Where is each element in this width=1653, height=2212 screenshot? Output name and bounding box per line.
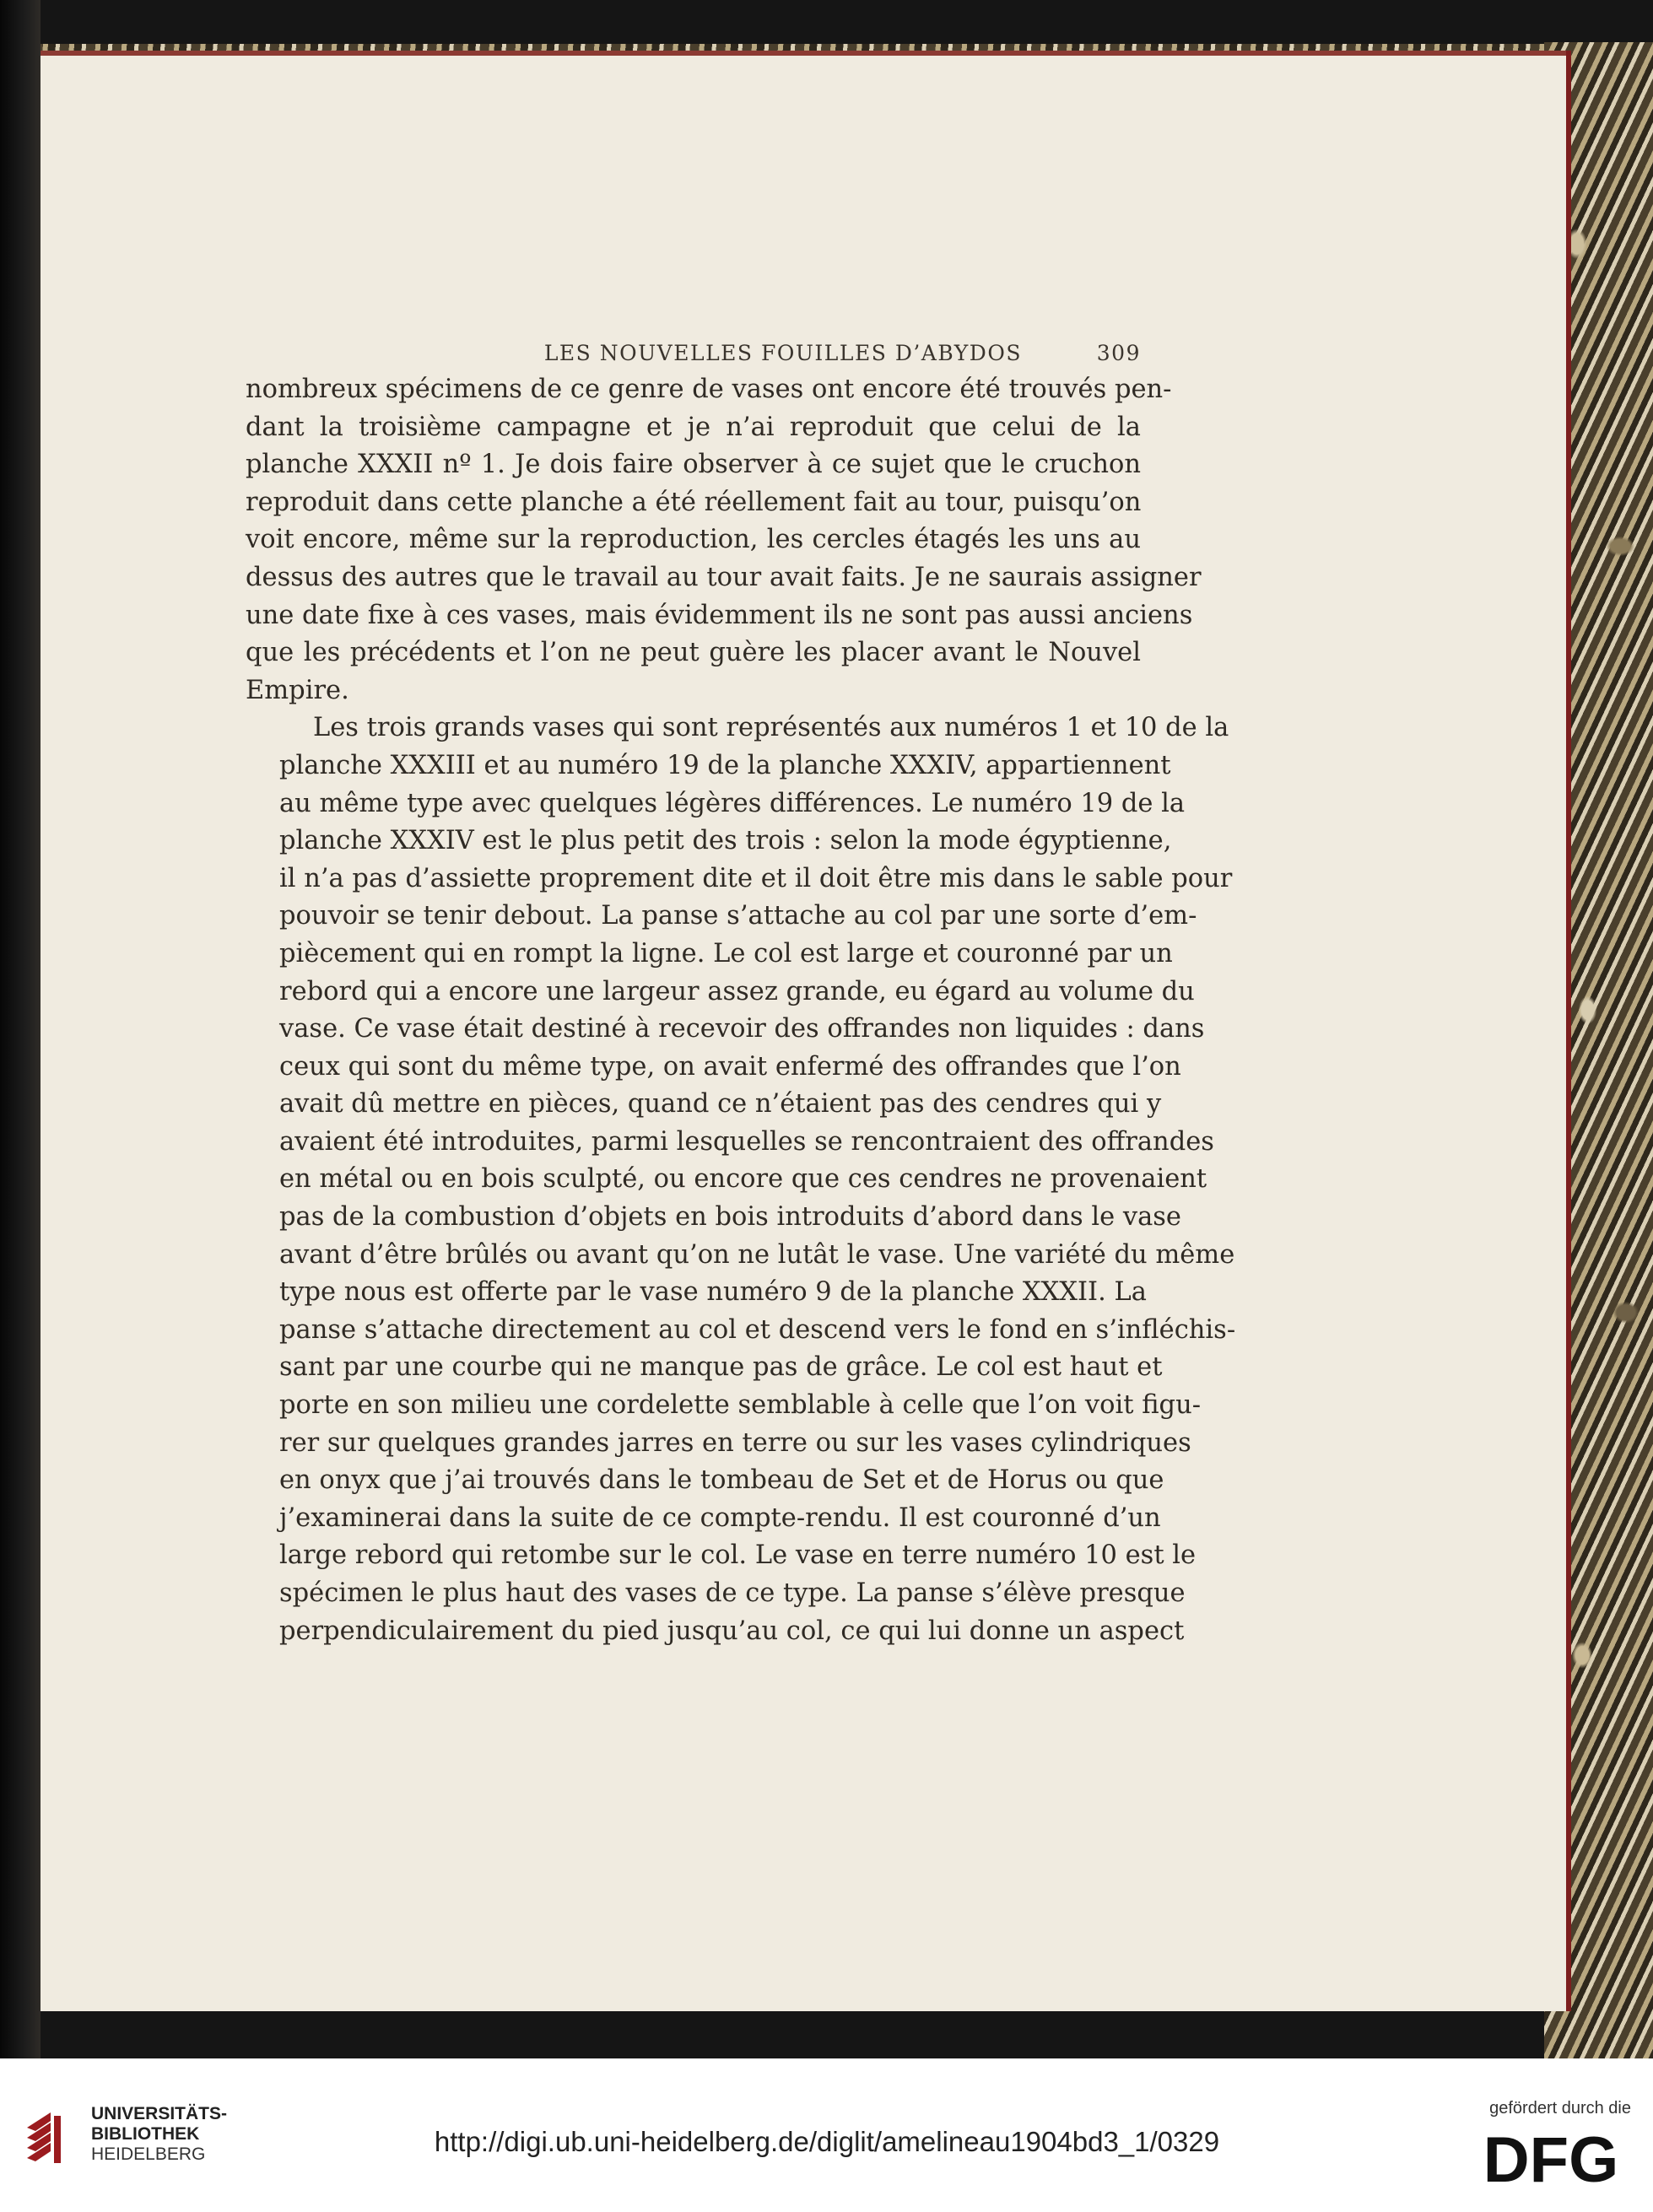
text-line: spécimen le plus haut des vases de ce type. La panse s’élève presque — [279, 1578, 1186, 1608]
text-line: que les précédents et l’on ne peut guère les placer avant le Nouvel — [246, 638, 1141, 668]
library-name-line2: BIBLIOTHEK — [91, 2124, 200, 2144]
text-line: avaient été introduites, parmi lesquelles se rencontraient des offrandes — [279, 1126, 1214, 1157]
text-line: piècement qui en rompt la ligne. Le col est large et couronné par un — [279, 938, 1173, 968]
text-line: planche XXXIII et au numéro 19 de la planche XXXIV, appartiennent — [279, 750, 1171, 780]
library-name-line3: HEIDELBERG — [91, 2145, 206, 2164]
funding-label: gefördert durch die — [1489, 2099, 1631, 2118]
book-binding-shadow — [0, 0, 41, 2058]
text-line: rer sur quelques grandes jarres en terre ou sur les vases cylindriques — [279, 1427, 1191, 1458]
page-header — [419, 336, 1141, 370]
running-head: LES NOUVELLES FOUILLES D’ABYDOS — [543, 340, 1022, 365]
text-line: il n’a pas d’assiette proprement dite et il doit être mis dans le sable pour — [279, 863, 1233, 893]
paragraph — [246, 371, 1202, 709]
text-line: nombreux spécimens de ce genre de vases ont encore été trouvés pen- — [246, 375, 1172, 404]
university-library-logo-icon[interactable] — [19, 2104, 83, 2168]
permalink-url[interactable]: http://digi.ub.uni-heidelberg.de/diglit/amelineau1904bd3_1/0329 — [434, 2126, 1220, 2157]
footer-bar — [0, 2058, 1653, 2212]
text-line: Les trois grands vases qui sont représentés aux numéros 1 et 10 de la — [313, 713, 1229, 743]
text-line: en onyx que j’ai trouvés dans le tombeau de Set et de Horus ou que — [279, 1465, 1164, 1496]
text-line: rebord qui a encore une largeur assez grande, eu égard au volume du — [279, 976, 1195, 1006]
text-line: panse s’attache directement au col et descend vers le fond en s’infléchis- — [279, 1314, 1236, 1345]
text-line: planche XXXII nº 1. Je dois faire observer à ce sujet que le cruchon — [246, 450, 1141, 480]
text-line: j’examinerai dans la suite de ce compte-rendu. Il est couronné d’un — [279, 1503, 1161, 1533]
text-line: ceux qui sont du même type, on avait enfermé des offrandes que l’on — [279, 1051, 1181, 1082]
body-text — [246, 371, 1236, 1650]
text-line: pas de la combustion d’objets en bois introduits d’abord dans le vase — [279, 1202, 1181, 1233]
text-line: une date fixe à ces vases, mais évidemment ils ne sont pas aussi anciens — [246, 600, 1193, 630]
text-line: vase. Ce vase était destiné à recevoir des offrandes non liquides : dans — [279, 1014, 1205, 1044]
text-line: planche XXXIV est le plus petit des trois : selon la mode égyptienne, — [279, 826, 1172, 856]
text-line: dessus des autres que le travail au tour avait faits. Je ne saurais assigner — [246, 562, 1202, 592]
text-line: Empire. — [246, 675, 349, 705]
page-number: 309 — [1096, 340, 1141, 365]
text-line: avait dû mettre en pièces, quand ce n’étaient pas des cendres qui y — [279, 1089, 1162, 1119]
text-line: large rebord qui retombe sur le col. Le vase en terre numéro 10 est le — [279, 1540, 1197, 1571]
text-line: type nous est offerte par le vase numéro 9 de la planche XXXII. La — [279, 1277, 1147, 1308]
text-line: porte en son milieu une cordelette semblable à celle que l’on voit figu- — [279, 1390, 1202, 1421]
text-line: voit encore, même sur la reproduction, les cercles étagés les uns au — [246, 525, 1141, 555]
text-line: pouvoir se tenir debout. La panse s’attache au col par une sorte d’em- — [279, 901, 1197, 931]
text-line: dant la troisième campagne et je n’ai reproduit que celui de la — [246, 412, 1141, 442]
text-line: en métal ou en bois sculpté, ou encore que ces cendres ne provenaient — [279, 1164, 1207, 1195]
paragraph — [246, 709, 1236, 1650]
text-line: au même type avec quelques légères différences. Le numéro 19 de la — [279, 788, 1186, 818]
library-name-line1: UNIVERSITÄTS- — [91, 2104, 228, 2123]
dfg-logo-text: DFG — [1483, 2128, 1619, 2190]
text-line: reproduit dans cette planche a été réellement fait au tour, puisqu’on — [246, 487, 1142, 517]
dfg-logo-icon[interactable] — [1471, 2128, 1631, 2190]
text-line: avant d’être brûlés ou avant qu’on ne lutât le vase. Une variété du même — [279, 1239, 1235, 1270]
text-line: perpendiculairement du pied jusqu’au col, ce qui lui donne un aspect — [279, 1616, 1185, 1646]
text-line: sant par une courbe qui ne manque pas de grâce. Le col est haut et — [279, 1352, 1163, 1383]
